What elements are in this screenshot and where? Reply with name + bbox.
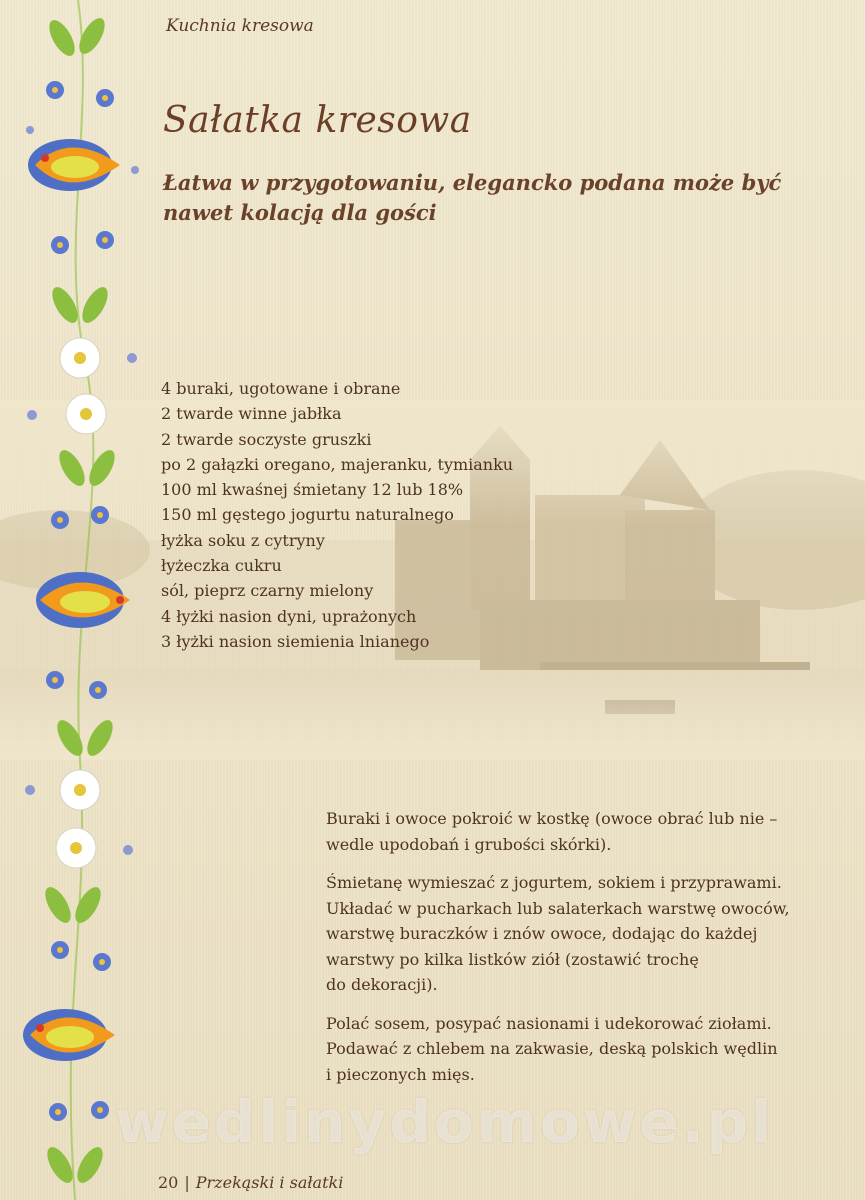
ingredient-item: 100 ml kwaśnej śmietany 12 lub 18% [161,480,464,500]
ingredient-item: 2 twarde soczyste gruszki [161,429,372,449]
ingredient-item: sól, pieprz czarny mielony [161,581,374,601]
recipe-title: Sałatka kresowa [163,100,472,141]
ingredient-item: 2 twarde winne jabłka [161,404,342,424]
tulip-motif [28,139,120,191]
ingredient-item: po 2 gałązki oregano, majeranku, tymianku [161,454,514,474]
preparation-method [326,806,836,1100]
method-paragraph: Buraki i owoce pokroić w kostkę (owoce obrać lub nie – wedle upodobań i grubości skórki). [326,809,778,854]
ingredient-item: łyżeczka cukru [161,556,282,576]
ingredient-item: 4 buraki, ugotowane i obrane [161,379,401,398]
ingredient-item: 3 łyżki nasion siemienia lnianego [161,631,430,651]
recipe-subtitle: Łatwa w przygotowaniu, elegancko podana może być nawet kolacją dla gości [163,170,782,225]
page-footer [158,1173,343,1192]
ingredient-item: 4 łyżki nasion dyni, uprażonych [161,606,417,626]
ingredient-item: 150 ml gęstego jogurtu naturalnego [161,505,454,525]
running-header: Kuchnia kresowa [166,16,314,36]
tulip-motif [36,572,130,628]
footer-separator: | [184,1173,190,1192]
tulip-motif [23,1009,115,1061]
method-paragraph: Polać sosem, posypać nasionami i udekorować ziołami. Podawać z chlebem na zakwasie, deską polskich wędlin i pieczonych mięs. [326,1013,778,1084]
method-paragraph: Śmietanę wymieszać z jogurtem, sokiem i przyprawami. Układać w pucharkach lub salaterkach warstwę owoców, warstwę buraczków i znów owoce, dodając do każdej warstwy po kilka listków ziół (zostawić trochę do dekoracji). [326,873,790,994]
watermark-text: wedlinydomowe.pl [115,1088,775,1156]
ingredient-list [161,376,513,654]
section-name: Przekąski i sałatki [195,1173,344,1192]
page-number: 20 [158,1173,179,1192]
folk-flower-border [0,0,150,1200]
ingredient-item: łyżka soku z cytryny [161,530,325,550]
